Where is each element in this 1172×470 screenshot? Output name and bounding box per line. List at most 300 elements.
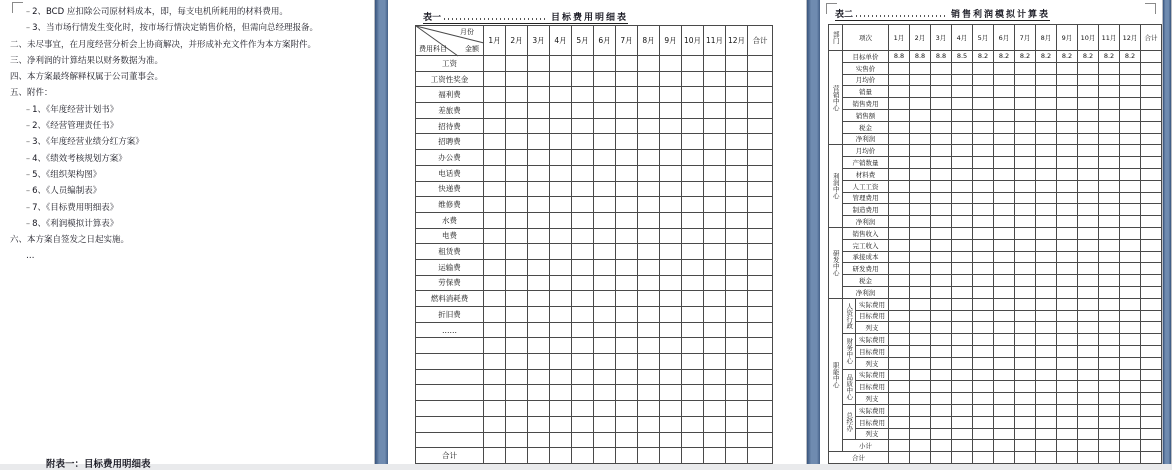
data-cell <box>1078 369 1099 381</box>
data-cell <box>910 298 931 310</box>
label-cell: 11月 <box>1099 25 1120 51</box>
data-cell <box>550 416 572 432</box>
data-cell <box>660 401 682 417</box>
data-cell <box>550 322 572 338</box>
data-cell <box>889 86 910 98</box>
data-cell <box>1099 145 1120 157</box>
data-cell <box>748 87 773 103</box>
label-cell: 实售价 <box>843 62 889 74</box>
data-cell <box>704 118 726 134</box>
data-cell <box>994 204 1015 216</box>
data-cell <box>572 228 594 244</box>
data-cell <box>660 165 682 181</box>
label-cell: 人工工资 <box>843 180 889 192</box>
space-format-mark: -- <box>26 138 30 147</box>
data-cell <box>638 56 660 72</box>
label-cell: 合计 <box>1141 25 1162 51</box>
data-cell <box>1015 98 1036 110</box>
data-cell <box>572 134 594 150</box>
data-cell <box>1120 168 1141 180</box>
data-cell <box>952 74 973 86</box>
data-cell <box>572 103 594 119</box>
data-cell <box>660 448 682 464</box>
data-cell <box>572 165 594 181</box>
data-cell <box>638 244 660 260</box>
label-cell: 1月 <box>889 25 910 51</box>
data-cell <box>616 432 638 448</box>
data-cell <box>931 263 952 275</box>
data-cell <box>726 244 748 260</box>
document-page-1[interactable] <box>0 0 374 470</box>
data-cell <box>1141 51 1162 63</box>
data-cell <box>1120 145 1141 157</box>
data-cell <box>1120 286 1141 298</box>
data-cell <box>1036 404 1057 416</box>
data-cell <box>973 310 994 322</box>
data-cell <box>1057 192 1078 204</box>
data-cell <box>704 338 726 354</box>
data-cell <box>1120 251 1141 263</box>
data-cell <box>1120 239 1141 251</box>
data-cell <box>1078 121 1099 133</box>
data-cell <box>910 334 931 346</box>
data-cell <box>682 71 704 87</box>
data-cell <box>594 448 616 464</box>
data-cell <box>1078 404 1099 416</box>
data-cell <box>973 98 994 110</box>
data-cell <box>594 197 616 213</box>
data-cell <box>952 263 973 275</box>
data-cell <box>638 197 660 213</box>
data-cell <box>528 228 550 244</box>
data-cell <box>1078 109 1099 121</box>
data-cell <box>952 334 973 346</box>
data-cell <box>550 307 572 323</box>
data-cell <box>910 428 931 440</box>
data-cell <box>638 212 660 228</box>
data-cell <box>1120 204 1141 216</box>
label-cell: 目标费用 <box>856 345 889 357</box>
data-cell <box>682 322 704 338</box>
data-cell <box>889 440 910 452</box>
data-cell <box>506 401 528 417</box>
data-cell <box>1099 168 1120 180</box>
data-cell <box>1078 286 1099 298</box>
data-cell <box>594 354 616 370</box>
text-line: -- 5、《组织架构图》 <box>10 167 370 183</box>
data-cell <box>682 259 704 275</box>
data-cell <box>889 109 910 121</box>
data-cell <box>726 416 748 432</box>
data-cell <box>952 416 973 428</box>
data-cell <box>1036 357 1057 369</box>
data-cell <box>1141 62 1162 74</box>
data-cell <box>638 416 660 432</box>
data-cell <box>952 452 973 464</box>
data-cell <box>1015 440 1036 452</box>
label-cell: 8.2 <box>1099 51 1120 63</box>
data-cell <box>748 71 773 87</box>
data-cell <box>1036 393 1057 405</box>
data-cell <box>1141 157 1162 169</box>
data-cell <box>638 291 660 307</box>
data-cell <box>1141 86 1162 98</box>
data-cell <box>1057 216 1078 228</box>
data-cell <box>1120 369 1141 381</box>
data-cell <box>1057 440 1078 452</box>
data-cell <box>528 56 550 72</box>
document-page-3[interactable] <box>820 0 1162 464</box>
data-cell <box>726 134 748 150</box>
label-cell: 制造费用 <box>843 204 889 216</box>
data-cell <box>1057 393 1078 405</box>
data-cell <box>638 228 660 244</box>
label-cell: 6月 <box>994 25 1015 51</box>
data-cell <box>1078 251 1099 263</box>
space-format-mark: -- <box>26 154 30 163</box>
data-cell <box>952 369 973 381</box>
data-cell <box>1099 121 1120 133</box>
data-cell <box>550 181 572 197</box>
data-cell <box>682 150 704 166</box>
data-cell <box>994 168 1015 180</box>
label-cell: 维修费 <box>416 197 484 213</box>
data-cell <box>973 204 994 216</box>
data-cell <box>973 145 994 157</box>
data-cell <box>616 134 638 150</box>
data-cell <box>1078 334 1099 346</box>
text-line: 五、附件： <box>10 88 53 99</box>
data-cell <box>973 251 994 263</box>
data-cell <box>1036 204 1057 216</box>
data-cell <box>1120 227 1141 239</box>
diagonal-header-cell: 月份 金额 费用科目 <box>416 26 484 56</box>
data-cell <box>1078 133 1099 145</box>
data-cell <box>594 165 616 181</box>
label-cell: 折旧费 <box>416 307 484 323</box>
data-cell <box>1099 86 1120 98</box>
data-cell <box>572 56 594 72</box>
data-cell <box>889 121 910 133</box>
data-cell <box>550 291 572 307</box>
data-cell <box>572 150 594 166</box>
data-cell <box>550 369 572 385</box>
data-cell <box>910 275 931 287</box>
data-cell <box>572 448 594 464</box>
data-cell <box>1120 275 1141 287</box>
label-cell: 9月 <box>660 26 682 56</box>
label-cell: 12月 <box>726 26 748 56</box>
data-cell <box>748 416 773 432</box>
data-cell <box>1141 322 1162 334</box>
data-cell <box>506 150 528 166</box>
data-cell <box>506 432 528 448</box>
label-cell: 12月 <box>1120 25 1141 51</box>
data-cell <box>616 181 638 197</box>
data-cell <box>484 416 506 432</box>
data-cell <box>994 180 1015 192</box>
data-cell <box>638 338 660 354</box>
data-cell <box>1057 357 1078 369</box>
data-cell <box>726 87 748 103</box>
data-cell <box>594 416 616 432</box>
data-cell <box>973 428 994 440</box>
data-cell <box>506 212 528 228</box>
label-cell: 实际费用 <box>856 334 889 346</box>
data-cell <box>1057 109 1078 121</box>
data-cell <box>416 432 484 448</box>
label-cell: 9月 <box>1057 25 1078 51</box>
label-cell: 8.2 <box>1057 51 1078 63</box>
data-cell <box>704 432 726 448</box>
label-cell: 营销中心 <box>829 51 843 145</box>
data-cell <box>660 134 682 150</box>
data-cell <box>704 354 726 370</box>
data-cell <box>994 440 1015 452</box>
data-cell <box>638 165 660 181</box>
data-cell <box>660 385 682 401</box>
data-cell <box>1057 157 1078 169</box>
data-cell <box>748 56 773 72</box>
data-cell <box>952 404 973 416</box>
data-cell <box>638 354 660 370</box>
data-cell <box>931 121 952 133</box>
data-cell <box>1015 404 1036 416</box>
data-cell <box>1141 404 1162 416</box>
data-cell <box>416 401 484 417</box>
label-cell: 销售收入 <box>843 227 889 239</box>
data-cell <box>910 121 931 133</box>
data-cell <box>952 251 973 263</box>
data-cell <box>1015 86 1036 98</box>
data-cell <box>1099 345 1120 357</box>
data-cell <box>682 275 704 291</box>
data-cell <box>931 98 952 110</box>
data-cell <box>952 393 973 405</box>
data-cell <box>1036 74 1057 86</box>
data-cell <box>660 181 682 197</box>
data-cell <box>594 87 616 103</box>
data-cell <box>616 56 638 72</box>
data-cell <box>616 118 638 134</box>
data-cell <box>506 103 528 119</box>
data-cell <box>1057 275 1078 287</box>
data-cell <box>1057 62 1078 74</box>
data-cell <box>1078 275 1099 287</box>
data-cell <box>931 145 952 157</box>
data-cell <box>889 345 910 357</box>
data-cell <box>1078 204 1099 216</box>
data-cell <box>726 197 748 213</box>
data-cell <box>572 322 594 338</box>
data-cell <box>682 307 704 323</box>
data-cell <box>1141 275 1162 287</box>
data-cell <box>1015 239 1036 251</box>
data-cell <box>506 259 528 275</box>
label-cell: 福利费 <box>416 87 484 103</box>
data-cell <box>973 180 994 192</box>
data-cell <box>682 87 704 103</box>
data-cell <box>910 192 931 204</box>
data-cell <box>1036 62 1057 74</box>
data-cell <box>484 322 506 338</box>
data-cell <box>726 275 748 291</box>
data-cell <box>1141 416 1162 428</box>
data-cell <box>1015 286 1036 298</box>
label-cell: 列支 <box>856 357 889 369</box>
label-cell: 职能中心 <box>829 298 843 451</box>
data-cell <box>952 227 973 239</box>
data-cell <box>1015 216 1036 228</box>
data-cell <box>660 244 682 260</box>
data-cell <box>952 298 973 310</box>
data-cell <box>1015 157 1036 169</box>
data-cell <box>1120 381 1141 393</box>
data-cell <box>704 212 726 228</box>
data-cell <box>973 168 994 180</box>
label-cell: 销售费用 <box>843 98 889 110</box>
label-cell: 快递费 <box>416 181 484 197</box>
label-cell: 项次 <box>843 25 889 51</box>
data-cell <box>1141 109 1162 121</box>
data-cell <box>952 428 973 440</box>
data-cell <box>973 133 994 145</box>
data-cell <box>994 263 1015 275</box>
data-cell <box>726 338 748 354</box>
data-cell <box>1099 286 1120 298</box>
data-cell <box>594 118 616 134</box>
data-cell <box>726 322 748 338</box>
data-cell <box>638 71 660 87</box>
data-cell <box>484 56 506 72</box>
data-cell <box>994 86 1015 98</box>
data-cell <box>1036 180 1057 192</box>
label-cell: 8.2 <box>994 51 1015 63</box>
data-cell <box>1141 298 1162 310</box>
data-cell <box>1036 216 1057 228</box>
space-format-mark: -- <box>26 187 30 196</box>
data-cell <box>416 416 484 432</box>
data-cell <box>748 134 773 150</box>
data-cell <box>973 298 994 310</box>
data-cell <box>1141 310 1162 322</box>
data-cell <box>594 181 616 197</box>
data-cell <box>1015 121 1036 133</box>
data-cell <box>952 121 973 133</box>
data-cell <box>910 369 931 381</box>
data-cell <box>931 452 952 464</box>
data-cell <box>572 212 594 228</box>
label-cell: 8.2 <box>1078 51 1099 63</box>
data-cell <box>889 357 910 369</box>
data-cell <box>1078 440 1099 452</box>
data-cell <box>910 393 931 405</box>
data-cell <box>973 86 994 98</box>
data-cell <box>1078 239 1099 251</box>
data-cell <box>1099 180 1120 192</box>
data-cell <box>994 192 1015 204</box>
data-cell <box>660 118 682 134</box>
data-cell <box>994 369 1015 381</box>
data-cell <box>616 275 638 291</box>
data-cell <box>1015 263 1036 275</box>
data-cell <box>931 286 952 298</box>
label-cell: 7月 <box>1015 25 1036 51</box>
data-cell <box>616 228 638 244</box>
data-cell <box>704 275 726 291</box>
data-cell <box>1078 298 1099 310</box>
data-cell <box>973 275 994 287</box>
data-cell <box>889 286 910 298</box>
data-cell <box>550 401 572 417</box>
data-cell <box>889 192 910 204</box>
label-cell: 10月 <box>1078 25 1099 51</box>
label-cell: 运输费 <box>416 259 484 275</box>
data-cell <box>638 103 660 119</box>
data-cell <box>616 259 638 275</box>
data-cell <box>1057 98 1078 110</box>
data-cell <box>1057 145 1078 157</box>
data-cell <box>704 369 726 385</box>
label-cell: 利润中心 <box>829 145 843 228</box>
data-cell <box>994 357 1015 369</box>
data-cell <box>550 103 572 119</box>
data-cell <box>1015 145 1036 157</box>
data-cell <box>726 228 748 244</box>
data-cell <box>726 291 748 307</box>
data-cell <box>994 286 1015 298</box>
data-cell <box>704 87 726 103</box>
dot-leader <box>444 18 548 20</box>
label-cell: 水费 <box>416 212 484 228</box>
data-cell <box>952 157 973 169</box>
data-cell <box>952 168 973 180</box>
text-line: 三、净利润的计算结果以财务数据为准。 <box>10 55 164 66</box>
data-cell <box>910 263 931 275</box>
label-cell: 3月 <box>528 26 550 56</box>
data-cell <box>748 448 773 464</box>
document-page-2[interactable] <box>388 0 806 464</box>
data-cell <box>1015 428 1036 440</box>
data-cell <box>484 291 506 307</box>
data-cell <box>931 251 952 263</box>
data-cell <box>889 133 910 145</box>
data-cell <box>1120 416 1141 428</box>
label-cell: 8.8 <box>910 51 931 63</box>
data-cell <box>704 385 726 401</box>
data-cell <box>1099 239 1120 251</box>
label-cell: 列支 <box>856 428 889 440</box>
data-cell <box>1078 452 1099 464</box>
data-cell <box>1120 334 1141 346</box>
data-cell <box>484 432 506 448</box>
data-cell <box>704 401 726 417</box>
data-cell <box>1120 109 1141 121</box>
data-cell <box>994 121 1015 133</box>
data-cell <box>1078 322 1099 334</box>
data-cell <box>528 197 550 213</box>
data-cell <box>889 275 910 287</box>
data-cell <box>1120 263 1141 275</box>
data-cell <box>484 307 506 323</box>
data-cell <box>726 307 748 323</box>
data-cell <box>1015 322 1036 334</box>
data-cell <box>952 180 973 192</box>
data-cell <box>572 291 594 307</box>
data-cell <box>506 118 528 134</box>
data-cell <box>550 259 572 275</box>
text-line: -- 8、《利润模拟计算表》 <box>10 216 370 232</box>
